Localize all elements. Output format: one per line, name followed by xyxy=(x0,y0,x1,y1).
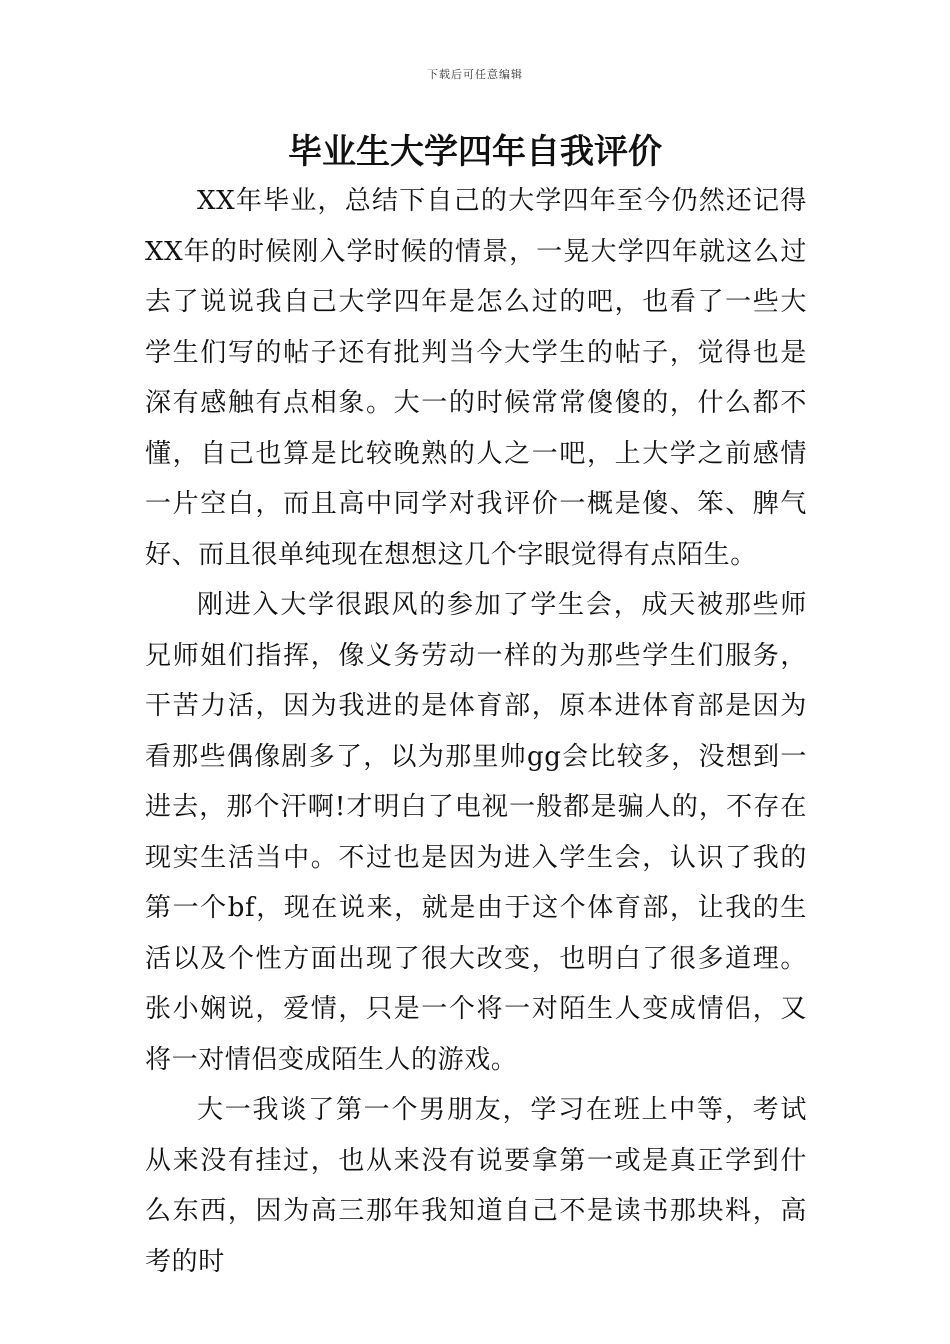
paragraph-1: XX年毕业，总结下自己的大学四年至今仍然还记得XX年的时候刚入学时候的情景，一晃大学四年就这么过去了说说我自己大学四年是怎么过的吧，也看了一些大学生们写的帖子还有批判当今大学生的帖子，觉得也是深有感触有点相象。大一的时候常常傻傻的，什么都不懂，自己也算是比较晚熟的人之一吧，上大学之前感情一片空白，而且高中同学对我评价一概是傻、笨、脾气好、而且很单纯现在想想这几个字眼觉得有点陌生。 xyxy=(145,186,807,570)
document-title: 毕业生大学四年自我评价 xyxy=(288,132,662,172)
header-note: 下载后可任意编辑 xyxy=(427,68,523,81)
paragraph-2: 刚进入大学很跟风的参加了学生会，成天被那些师兄师姐们指挥，像义务劳动一样的为那些学生们服务，干苦力活，因为我进的是体育部，原本进体育部是因为看那些偶像剧多了，以为那里帅gg会比较多，没想到一进去，那个汗啊!才明白了电视一般都是骗人的，不存在现实生活当中。不过也是因为进入学生会，认识了我的第一个bf，现在说来，就是由于这个体育部，让我的生活以及个性方面出现了很大改变，也明白了很多道理。张小娴说，爱情，只是一个将一对陌生人变成情侣，又将一对情侣变成陌生人的游戏。 xyxy=(145,590,807,1075)
document-body xyxy=(145,176,807,1287)
paragraph-3: 大一我谈了第一个男朋友，学习在班上中等，考试从来没有挂过，也从来没有说要拿第一或是真正学到什么东西，因为高三那年我知道自己不是读书那块料，高考的时 xyxy=(145,1095,807,1277)
